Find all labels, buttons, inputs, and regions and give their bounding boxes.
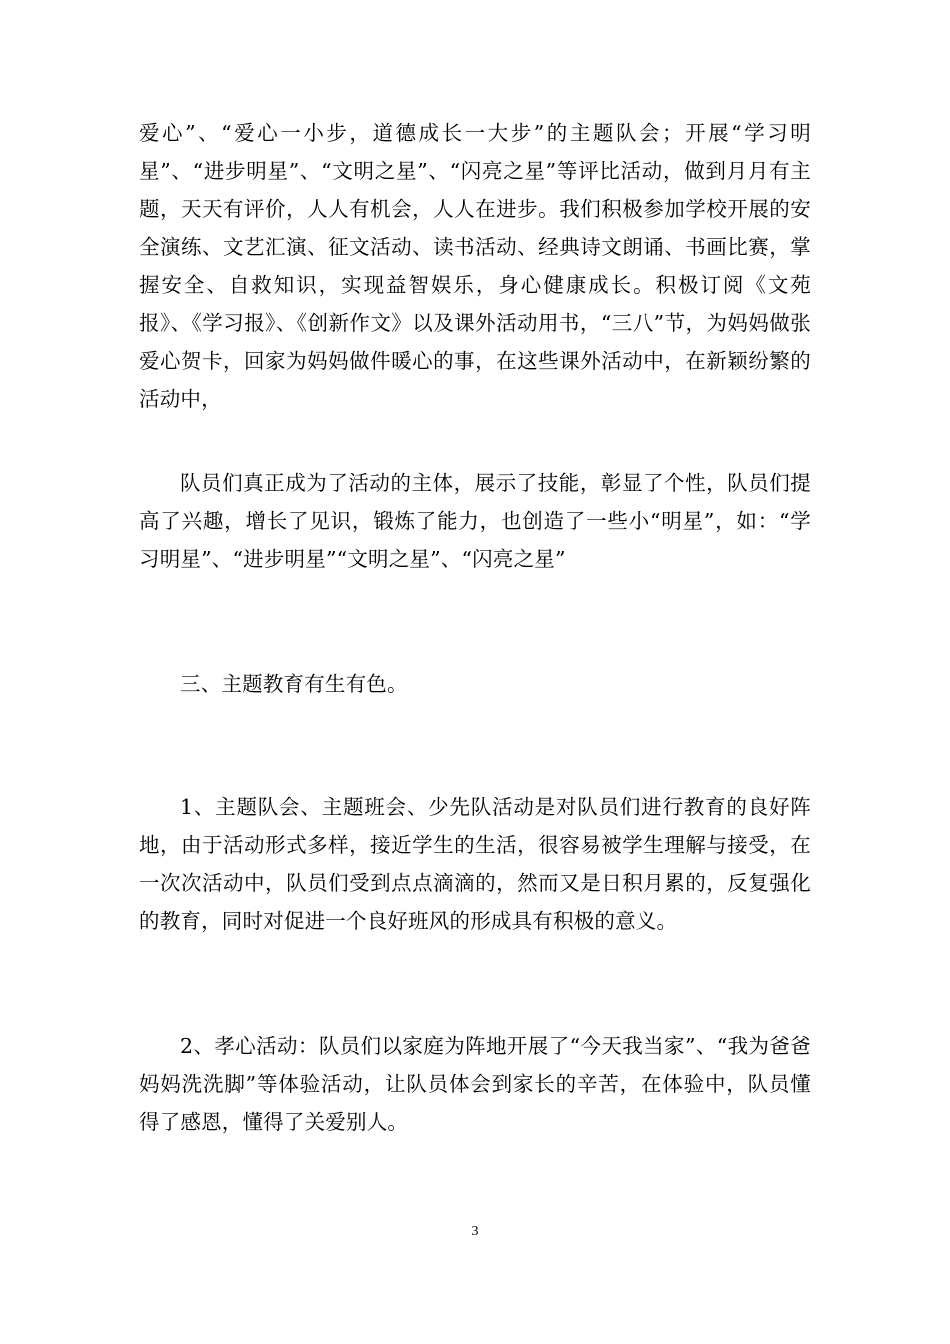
paragraph-continuation: 爱心”、“爱心一小步，道德成长一大步”的主题队会；开展“学习明星”、“进步明星”、“文明之星”、“闪亮之星”等评比活动，做到月月有主题，天天有评价，人人有机会，人人在进步。我们积极参加学校开展的安全演练、文艺汇演、征文活动、读书活动、经典诗文朗诵、书画比赛，掌握安全、自救知识，实现益智娱乐，身心健康成长。积极订阅《文苑报》、《学习报》、《创新作文》以及课外活动用书，“三八”节，为妈妈做张爱心贺卡，回家为妈妈做件暖心的事，在这些课外活动中，在新颖纷繁的活动中， xyxy=(139,121,811,411)
page-number: 3 xyxy=(471,1224,479,1239)
paragraph-item-2: 2、孝心活动：队员们以家庭为阵地开展了“今天我当家”、“我为爸爸妈妈洗洗脚”等体验活动，让队员体会到家长的辛苦，在体验中，队员懂得了感恩，懂得了关爱别人。 xyxy=(139,1034,811,1134)
paragraph-members-stars: 队员们真正成为了活动的主体，展示了技能，彰显了个性，队员们提高了兴趣，增长了见识，锻炼了能力，也创造了一些小“明星”，如：“学习明星”、“进步明星”“文明之星”、“闪亮之星” xyxy=(139,471,811,571)
section-heading-theme-education: 三、主题教育有生有色。 xyxy=(180,672,408,696)
paragraph-item-1: 1、主题队会、主题班会、少先队活动是对队员们进行教育的良好阵地，由于活动形式多样，接近学生的生活，很容易被学生理解与接受，在一次次活动中，队员们受到点点滴滴的，然而又是日积月累的，反复强化的教育，同时对促进一个良好班风的形成具有积极的意义。 xyxy=(139,795,811,933)
